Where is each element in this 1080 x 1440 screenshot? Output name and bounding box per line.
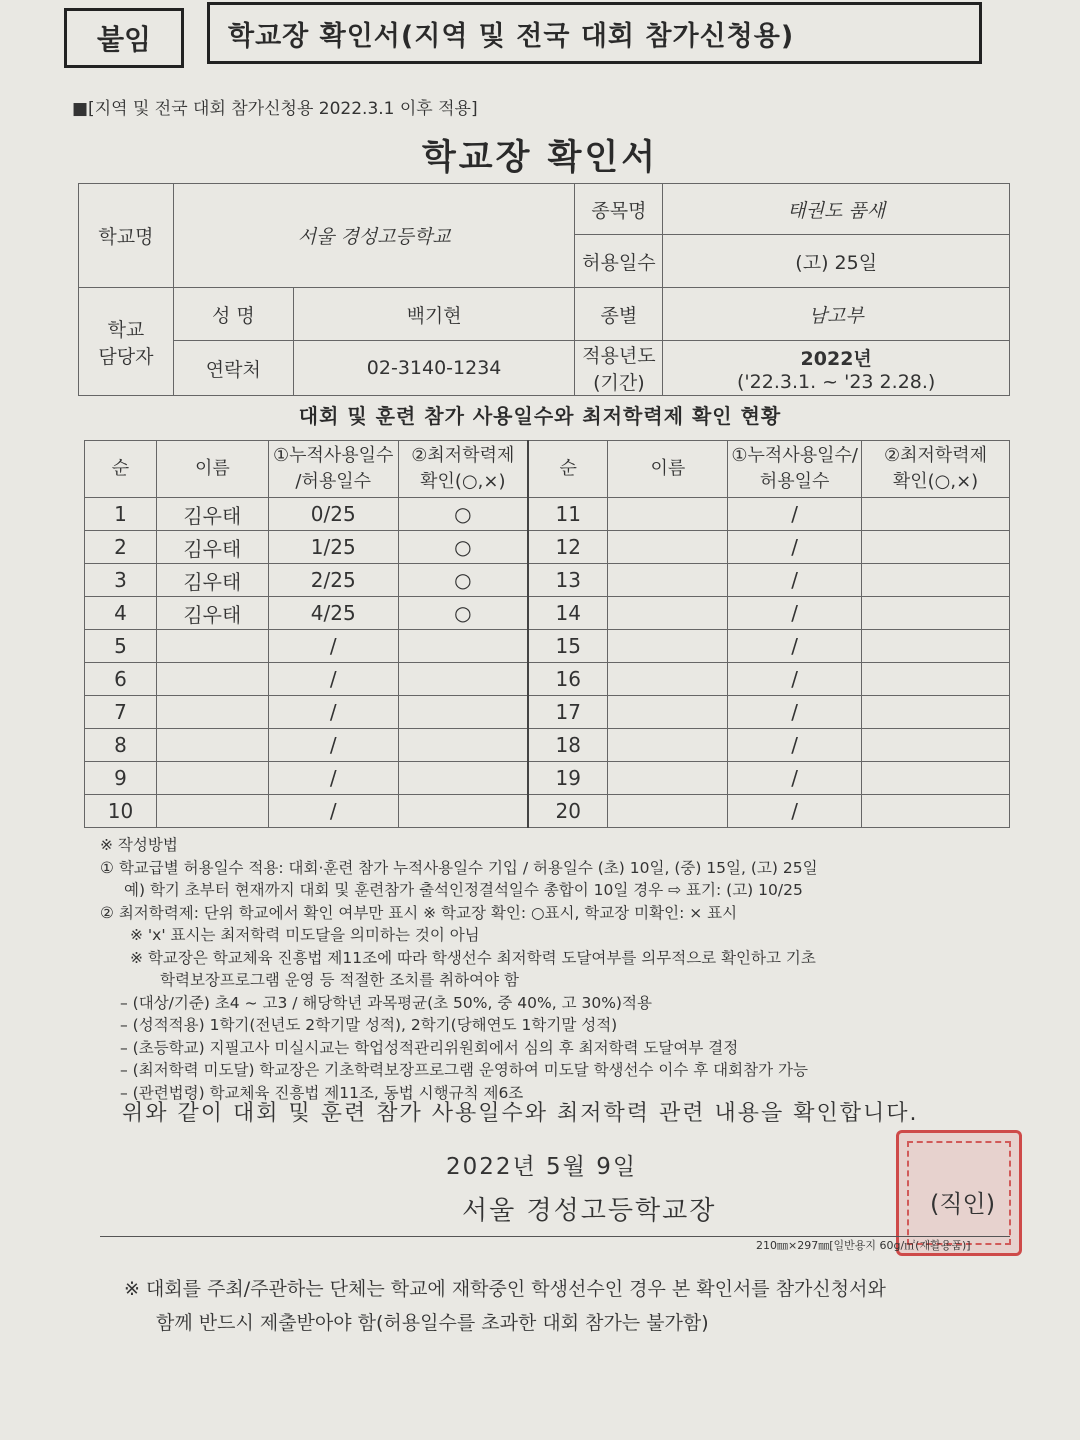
col-acad-right-line2: 확인(○,×) <box>892 471 979 492</box>
row-number-right: 11 <box>528 498 608 531</box>
info-table <box>78 183 1010 396</box>
player-name-right <box>608 630 728 663</box>
days-used-right: / <box>728 531 862 564</box>
academic-check-left <box>398 729 528 762</box>
days-used-right: / <box>728 663 862 696</box>
academic-check-right <box>862 564 1010 597</box>
document-title: 학교장 확인서 <box>421 138 659 178</box>
academic-check-left <box>398 795 528 828</box>
row-number-left: 10 <box>85 795 157 828</box>
event-value: 태권도 품새 <box>663 184 1010 235</box>
note-1-example: 예) 학기 초부터 현재까지 대회 및 훈련참가 출석인정결석일수 총합이 10일 경우 ⇨ 표기: (고) 10/25 <box>124 881 803 899</box>
school-value: 서울 경성고등학교 <box>173 184 575 288</box>
player-name-right <box>608 663 728 696</box>
usage-table <box>84 440 1010 828</box>
row-number-right: 12 <box>528 531 608 564</box>
footer-note <box>124 1272 886 1340</box>
table-row <box>85 696 1010 729</box>
col-name-left: 이름 <box>156 441 268 498</box>
days-used-right: / <box>728 597 862 630</box>
days-used-right: / <box>728 564 862 597</box>
row-number-right: 20 <box>528 795 608 828</box>
days-label: 허용일수 <box>575 235 663 288</box>
days-used-left: / <box>268 696 398 729</box>
table-row <box>85 630 1010 663</box>
academic-check-right <box>862 696 1010 729</box>
academic-check-left <box>398 762 528 795</box>
row-number-right: 16 <box>528 663 608 696</box>
academic-check-right <box>862 762 1010 795</box>
note-dash-1: – (대상/기준) 초4 ~ 고3 / 해당학년 과목평균(초 50%, 중 40%, 고 30%)적용 <box>120 993 652 1012</box>
note-dash-5: – (관련법령) 학교체육 진흥법 제11조, 동법 시행규칙 제6조 <box>120 1083 524 1102</box>
row-number-left: 1 <box>85 498 157 531</box>
note-dash-2: – (성적적용) 1학기(전년도 2학기말 성적), 2학기(당해연도 1학기말 성적) <box>120 1016 618 1034</box>
row-number-left: 7 <box>85 696 157 729</box>
player-name-left: 김우태 <box>156 531 268 564</box>
player-name-left <box>156 762 268 795</box>
academic-check-left: ○ <box>398 597 528 630</box>
table-row <box>85 762 1010 795</box>
days-used-right: / <box>728 762 862 795</box>
event-label: 종목명 <box>575 184 663 235</box>
row-number-right: 18 <box>528 729 608 762</box>
year-value-year: 2022년 <box>800 347 872 370</box>
table-row <box>85 597 1010 630</box>
days-value: (고) 25일 <box>663 235 1010 288</box>
player-name-left: 김우태 <box>156 564 268 597</box>
academic-check-left: ○ <box>398 498 528 531</box>
days-used-right: / <box>728 729 862 762</box>
confirm-statement: 위와 같이 대회 및 훈련 참가 사용일수와 최저학력 관련 내용을 확인합니다. <box>122 1101 919 1126</box>
player-name-left <box>156 663 268 696</box>
note-3: ※ 'x' 표시는 최저학력 미도달을 의미하는 것이 아님 <box>130 926 480 944</box>
player-name-right <box>608 795 728 828</box>
academic-check-left: ○ <box>398 564 528 597</box>
year-value-period: ('22.3.1. ~ '23 2.28.) <box>737 370 936 393</box>
row-number-right: 13 <box>528 564 608 597</box>
player-name-left: 김우태 <box>156 498 268 531</box>
table-row <box>85 795 1010 828</box>
academic-check-right <box>862 795 1010 828</box>
days-used-right: / <box>728 795 862 828</box>
note-4-cont: 학력보장프로그램 운영 등 적절한 조치를 취하여야 함 <box>160 971 519 989</box>
name-value: 백기현 <box>293 288 575 341</box>
academic-check-right <box>862 630 1010 663</box>
manager-label-line2: 담당자 <box>98 345 154 368</box>
year-value <box>663 341 1010 396</box>
days-used-right: / <box>728 498 862 531</box>
col-days-left-line1: ①누적사용일수 <box>272 445 394 466</box>
col-acad-right <box>862 441 1010 498</box>
year-label-line1: 적용년도 <box>582 345 656 367</box>
issue-date: 2022년 5월 9일 <box>446 1154 638 1180</box>
col-days-right <box>728 441 862 498</box>
days-used-left: / <box>268 630 398 663</box>
division-value: 남고부 <box>663 288 1010 341</box>
note-4: ※ 학교장은 학교체육 진흥법 제11조에 따라 학생선수 최저학력 도달여부를 의무적으로 확인하고 기초 <box>130 948 816 967</box>
table-row <box>85 498 1010 531</box>
row-number-left: 9 <box>85 762 157 795</box>
days-used-right: / <box>728 630 862 663</box>
player-name-left <box>156 795 268 828</box>
school-label: 학교명 <box>79 184 174 288</box>
player-name-right <box>608 696 728 729</box>
section-title: 대회 및 훈련 참가 사용일수와 최저학력제 확인 현황 <box>298 404 782 428</box>
player-name-right <box>608 597 728 630</box>
row-number-left: 6 <box>85 663 157 696</box>
writing-guide <box>100 834 1020 1104</box>
table-row <box>85 564 1010 597</box>
manager-label-line1: 학교 <box>107 318 145 341</box>
table-row <box>85 663 1010 696</box>
academic-check-right <box>862 729 1010 762</box>
col-days-left-line2: /허용일수 <box>295 471 372 492</box>
player-name-right <box>608 531 728 564</box>
division-label: 종별 <box>575 288 663 341</box>
academic-check-right <box>862 531 1010 564</box>
days-used-left: / <box>268 795 398 828</box>
col-days-right-line2: 허용일수 <box>759 471 830 492</box>
row-number-right: 15 <box>528 630 608 663</box>
contact-value: 02-3140-1234 <box>293 341 575 396</box>
note-2: ② 최저학력제: 단위 학교에서 확인 여부만 표시 ※ 학교장 확인: ○표시, 학교장 미확인: × 표시 <box>100 903 738 922</box>
days-used-left: / <box>268 762 398 795</box>
year-label-line2: (기간) <box>593 372 645 394</box>
apply-note: ■[지역 및 전국 대회 참가신청용 2022.3.1 이후 적용] <box>72 99 478 119</box>
days-used-right: / <box>728 696 862 729</box>
footer-line-2: 함께 반드시 제출받아야 함(허용일수를 초과한 대회 참가는 불가함) <box>156 1312 709 1334</box>
contact-label: 연락처 <box>173 341 293 396</box>
academic-check-left: ○ <box>398 531 528 564</box>
player-name-left <box>156 696 268 729</box>
player-name-right <box>608 729 728 762</box>
seal-mark: (직인) <box>930 1190 996 1218</box>
row-number-right: 14 <box>528 597 608 630</box>
principal-signature: 서울 경성고등학교장 <box>462 1196 717 1226</box>
player-name-right <box>608 762 728 795</box>
player-name-left <box>156 729 268 762</box>
days-used-left: 0/25 <box>268 498 398 531</box>
name-label: 성 명 <box>173 288 293 341</box>
academic-check-right <box>862 663 1010 696</box>
paper-spec: 210㎜×297㎜[일반용지 60g/㎡(재활용품)] <box>756 1239 971 1252</box>
col-acad-left <box>398 441 528 498</box>
col-name-right: 이름 <box>608 441 728 498</box>
header-title: 학교장 확인서(지역 및 전국 대회 참가신청용) <box>207 2 982 64</box>
manager-label <box>79 288 174 396</box>
attachment-tag: 붙임 <box>64 8 184 68</box>
academic-check-right <box>862 597 1010 630</box>
player-name-left: 김우태 <box>156 597 268 630</box>
row-number-left: 2 <box>85 531 157 564</box>
academic-check-left <box>398 630 528 663</box>
table-header-row <box>85 441 1010 498</box>
table-body <box>85 498 1010 828</box>
col-acad-right-line1: ②최저학력제 <box>884 445 988 466</box>
table-row <box>85 729 1010 762</box>
row-number-right: 19 <box>528 762 608 795</box>
footer-line-1: ※ 대회를 주최/주관하는 단체는 학교에 재학중인 학생선수인 경우 본 확인서를 참가신청서와 <box>124 1278 886 1300</box>
col-no-left: 순 <box>85 441 157 498</box>
note-1: ① 학교급별 허용일수 적용: 대회·훈련 참가 누적사용일수 기입 / 허용일수 (초) 10일, (중) 15일, (고) 25일 <box>100 858 818 877</box>
academic-check-right <box>862 498 1010 531</box>
row-number-left: 5 <box>85 630 157 663</box>
row-number-left: 8 <box>85 729 157 762</box>
col-acad-left-line2: 확인(○,×) <box>420 471 506 492</box>
row-number-right: 17 <box>528 696 608 729</box>
days-used-left: 2/25 <box>268 564 398 597</box>
col-no-right: 순 <box>528 441 608 498</box>
row-number-left: 3 <box>85 564 157 597</box>
table-row <box>85 531 1010 564</box>
notes-heading: ※ 작성방법 <box>100 836 178 854</box>
academic-check-left <box>398 696 528 729</box>
days-used-left: / <box>268 663 398 696</box>
days-used-left: 4/25 <box>268 597 398 630</box>
player-name-right <box>608 498 728 531</box>
note-dash-3: – (초등학교) 지필고사 미실시교는 학업성적관리위원회에서 심의 후 최저학력 도달여부 결정 <box>120 1038 739 1057</box>
row-number-left: 4 <box>85 597 157 630</box>
col-days-right-line1: ①누적사용일수/ <box>731 445 858 466</box>
player-name-left <box>156 630 268 663</box>
player-name-right <box>608 564 728 597</box>
days-used-left: / <box>268 729 398 762</box>
col-acad-left-line1: ②최저학력제 <box>411 445 515 466</box>
col-days-left <box>268 441 398 498</box>
academic-check-left <box>398 663 528 696</box>
days-used-left: 1/25 <box>268 531 398 564</box>
note-dash-4: – (최저학력 미도달) 학교장은 기초학력보장프로그램 운영하여 미도달 학생선수 이수 후 대회참가 가능 <box>120 1061 808 1079</box>
year-label <box>575 341 663 396</box>
